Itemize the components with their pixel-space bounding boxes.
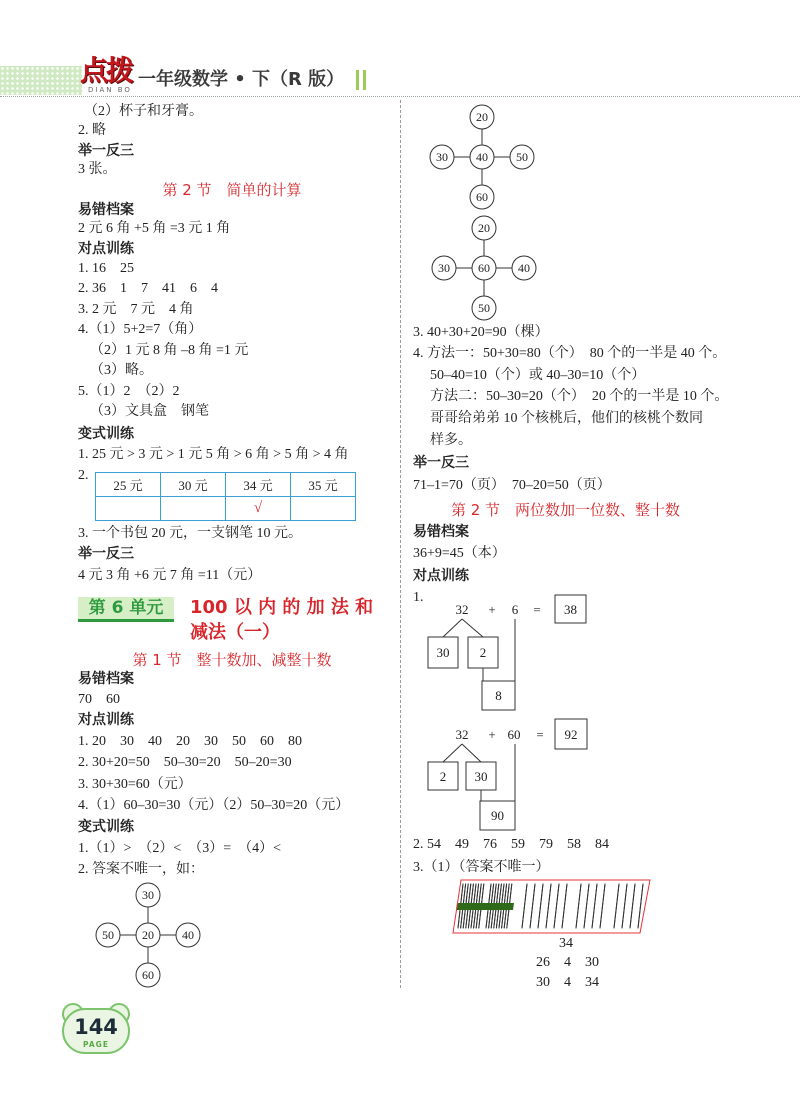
answer-line: 3. 2 元 7 元 4 角 (78, 302, 194, 317)
cross-value-right: 40 (518, 261, 530, 275)
answer-line: 2. 30+20=50 50–30=20 50–20=30 (78, 755, 292, 770)
stick (538, 884, 543, 928)
price-table (95, 472, 356, 521)
stick (522, 884, 527, 928)
stick (530, 884, 535, 928)
plus-sign: + (488, 727, 496, 742)
answer-line: 样多。 (430, 433, 472, 448)
answer-line: 4 元 3 角 +6 元 7 角 =11（元） (78, 568, 262, 583)
page-label: PAGE (83, 1040, 109, 1049)
price-table-mark-row (96, 497, 356, 521)
header-decor-bar (356, 70, 359, 90)
stick (592, 884, 597, 928)
stick-body (592, 884, 597, 928)
answer-line: 3. 40+30+20=90（棵） (413, 325, 549, 340)
stick (622, 884, 627, 928)
addend-a: 32 (455, 602, 469, 617)
sticks-step: 26 4 30 (536, 955, 599, 970)
part-value-right: 2 (479, 645, 487, 660)
stick-bundle (456, 884, 486, 928)
label-extension: 举一反三 (413, 455, 469, 471)
answer-line: 70 60 (78, 692, 120, 707)
partial-sum-value: 8 (495, 688, 502, 703)
partial-sum-value: 90 (491, 808, 504, 823)
price-cell: 34 元 (226, 473, 291, 497)
check-mark-cell: √ (226, 497, 291, 521)
header-rule (0, 96, 800, 97)
answer-line: 36+9=45（本） (413, 546, 506, 561)
price-cell: 30 元 (161, 473, 226, 497)
answer-line: 2 元 6 角 +5 角 =3 元 1 角 (78, 221, 231, 236)
stick (584, 884, 589, 928)
stick-body (554, 884, 559, 928)
stick-body (546, 884, 551, 928)
cross-value-bottom: 60 (142, 968, 154, 982)
label-extension: 举一反三 (78, 546, 134, 562)
brand-logo-subtitle: DIAN BO (88, 86, 132, 94)
label-error-file: 易错档案 (78, 202, 134, 218)
answer-line: 5.（1）2 （2）2 (78, 384, 180, 399)
cross-value-center: 20 (142, 928, 154, 942)
answer-line: 3.（1）（答案不唯一） (413, 860, 550, 875)
stick-body (522, 884, 527, 928)
mark-cell (161, 497, 226, 521)
answer-line: 2. 36 1 7 41 6 4 (78, 281, 218, 296)
split-line (462, 744, 481, 762)
answer-line: 1. 16 25 (78, 261, 134, 276)
answer-line: （2）1 元 8 角 –8 角 =1 元 (90, 343, 249, 358)
stick-body (576, 884, 581, 928)
unit-badge: 第 6 单元 (78, 597, 174, 622)
label-practice: 对点训练 (78, 712, 134, 728)
cross-value-bottom: 50 (478, 301, 490, 315)
label-variant: 变式训练 (78, 819, 134, 835)
cross-value-left: 50 (102, 928, 114, 942)
number-cross (427, 213, 542, 323)
answer-line: 3 张。 (78, 162, 117, 177)
cross-value-right: 50 (516, 150, 528, 164)
price-table-header-row (96, 473, 356, 497)
stick (600, 884, 605, 928)
mark-cell (291, 497, 356, 521)
plus-sign: + (488, 602, 496, 617)
part-value-left: 2 (439, 769, 447, 784)
stick (630, 884, 635, 928)
stick-body (614, 884, 619, 928)
loose-stick-group (522, 884, 567, 928)
cross-value-right: 40 (182, 928, 194, 942)
cross-value-center: 40 (476, 150, 488, 164)
answer-line: 71–1=70（页） 70–20=50（页） (413, 478, 611, 493)
addend-b: 6 (511, 602, 519, 617)
price-table-label: 2. (78, 468, 89, 483)
mark-cell (96, 497, 161, 521)
answer-line: 50–40=10（个）或 40–30=10（个） (430, 368, 646, 383)
addend-a: 32 (455, 727, 469, 742)
answer-line: 2. 略 (78, 123, 106, 138)
split-line (462, 619, 483, 637)
label-extension: 举一反三 (78, 143, 134, 159)
price-cell: 35 元 (291, 473, 356, 497)
split-line (443, 744, 462, 762)
answer-line: 4. 方法一：50+30=80（个） 80 个的一半是 40 个。 (413, 346, 727, 361)
stick-body (538, 884, 543, 928)
section-heading: 第 2 节 两位数加一位数、整十数 (450, 501, 681, 519)
number-cross (425, 102, 540, 212)
stick (546, 884, 551, 928)
answer-line: 3. 一个书包 20 元，一支钢笔 10 元。 (78, 526, 302, 541)
part-value-right: 30 (474, 769, 488, 784)
brand-logo: 点拨 (80, 54, 133, 87)
answer-line: 哥哥给弟弟 10 个核桃后，他们的核桃个数同 (430, 411, 703, 426)
sum-value: 38 (564, 602, 577, 617)
header-pattern-band (0, 66, 82, 95)
page-number: 144 (74, 1015, 118, 1039)
bundle-tie (456, 903, 486, 910)
equals-sign: = (533, 602, 541, 617)
label-practice: 对点训练 (78, 241, 134, 257)
split-addition-diagram (420, 715, 600, 835)
part-value-left: 30 (436, 645, 450, 660)
bundle-tie (484, 903, 514, 910)
stick-body (622, 884, 627, 928)
label-variant: 变式训练 (78, 426, 134, 442)
answer-line: 4.（1）5+2=7（角） (78, 322, 203, 337)
stick (576, 884, 581, 928)
answer-line: （2）杯子和牙膏。 (84, 104, 203, 119)
stick (554, 884, 559, 928)
cross-value-left: 30 (438, 261, 450, 275)
cross-value-top: 20 (476, 110, 488, 124)
stick-body (584, 884, 589, 928)
header-decor-bar (363, 70, 366, 90)
label-error-file: 易错档案 (78, 671, 134, 687)
stick-body (630, 884, 635, 928)
answer-line: 方法二：50–30=20（个） 20 个的一半是 10 个。 (430, 389, 729, 404)
column-divider (400, 100, 401, 988)
label-practice: 对点训练 (413, 568, 469, 584)
loose-stick-group (614, 884, 643, 928)
book-title: 一年级数学 • 下（R 版） (138, 69, 345, 90)
cross-value-top: 20 (478, 221, 490, 235)
section-heading: 第 1 节 整十数加、减整十数 (132, 651, 332, 669)
answer-line: 4.（1）60–30=30（元）（2）50–30=20（元） (78, 798, 350, 813)
answer-line: 2. 54 49 76 59 79 58 84 (413, 837, 609, 852)
page-number-badge (60, 1000, 132, 1056)
loose-stick-group (576, 884, 605, 928)
stick (614, 884, 619, 928)
cross-value-bottom: 60 (476, 190, 488, 204)
answer-line: 1.（1）> （2）< （3）= （4）< (78, 841, 282, 856)
answer-line: 1. 20 30 40 20 30 50 60 80 (78, 734, 302, 749)
answer-line: （3）文具盒 钢笔 (90, 404, 209, 419)
sticks-step: 30 4 34 (536, 975, 599, 990)
price-cell: 25 元 (96, 473, 161, 497)
stick-body (600, 884, 605, 928)
cross-value-top: 30 (142, 888, 154, 902)
answer-line: 1. 25 元 > 3 元 > 1 元 5 角 > 6 角 > 5 角 > 4 角 (78, 447, 349, 462)
stick-body (562, 884, 567, 928)
answer-line: 3. 30+30=60（元） (78, 777, 192, 792)
cross-value-center: 60 (478, 261, 490, 275)
section-heading: 第 2 节 简单的计算 (162, 181, 302, 199)
stick (562, 884, 567, 928)
answer-line: 2. 答案不唯一，如： (78, 862, 204, 877)
addend-b: 60 (507, 727, 521, 742)
question-number: 1. (413, 590, 424, 605)
unit-title-continued: 减法（一） (190, 622, 280, 643)
split-addition-diagram (420, 590, 600, 715)
sum-value: 92 (564, 727, 578, 742)
answer-line: （3）略。 (90, 363, 153, 378)
stick-body (530, 884, 535, 928)
equals-sign: = (536, 727, 544, 742)
sticks-total: 34 (559, 936, 573, 951)
number-cross (91, 880, 206, 990)
cross-value-left: 30 (436, 150, 448, 164)
label-error-file: 易错档案 (413, 524, 469, 540)
counting-sticks-illustration (452, 878, 652, 936)
split-line (443, 619, 462, 637)
unit-title: 100 以 内 的 加 法 和 (190, 597, 374, 618)
stick-bundle (484, 884, 514, 928)
